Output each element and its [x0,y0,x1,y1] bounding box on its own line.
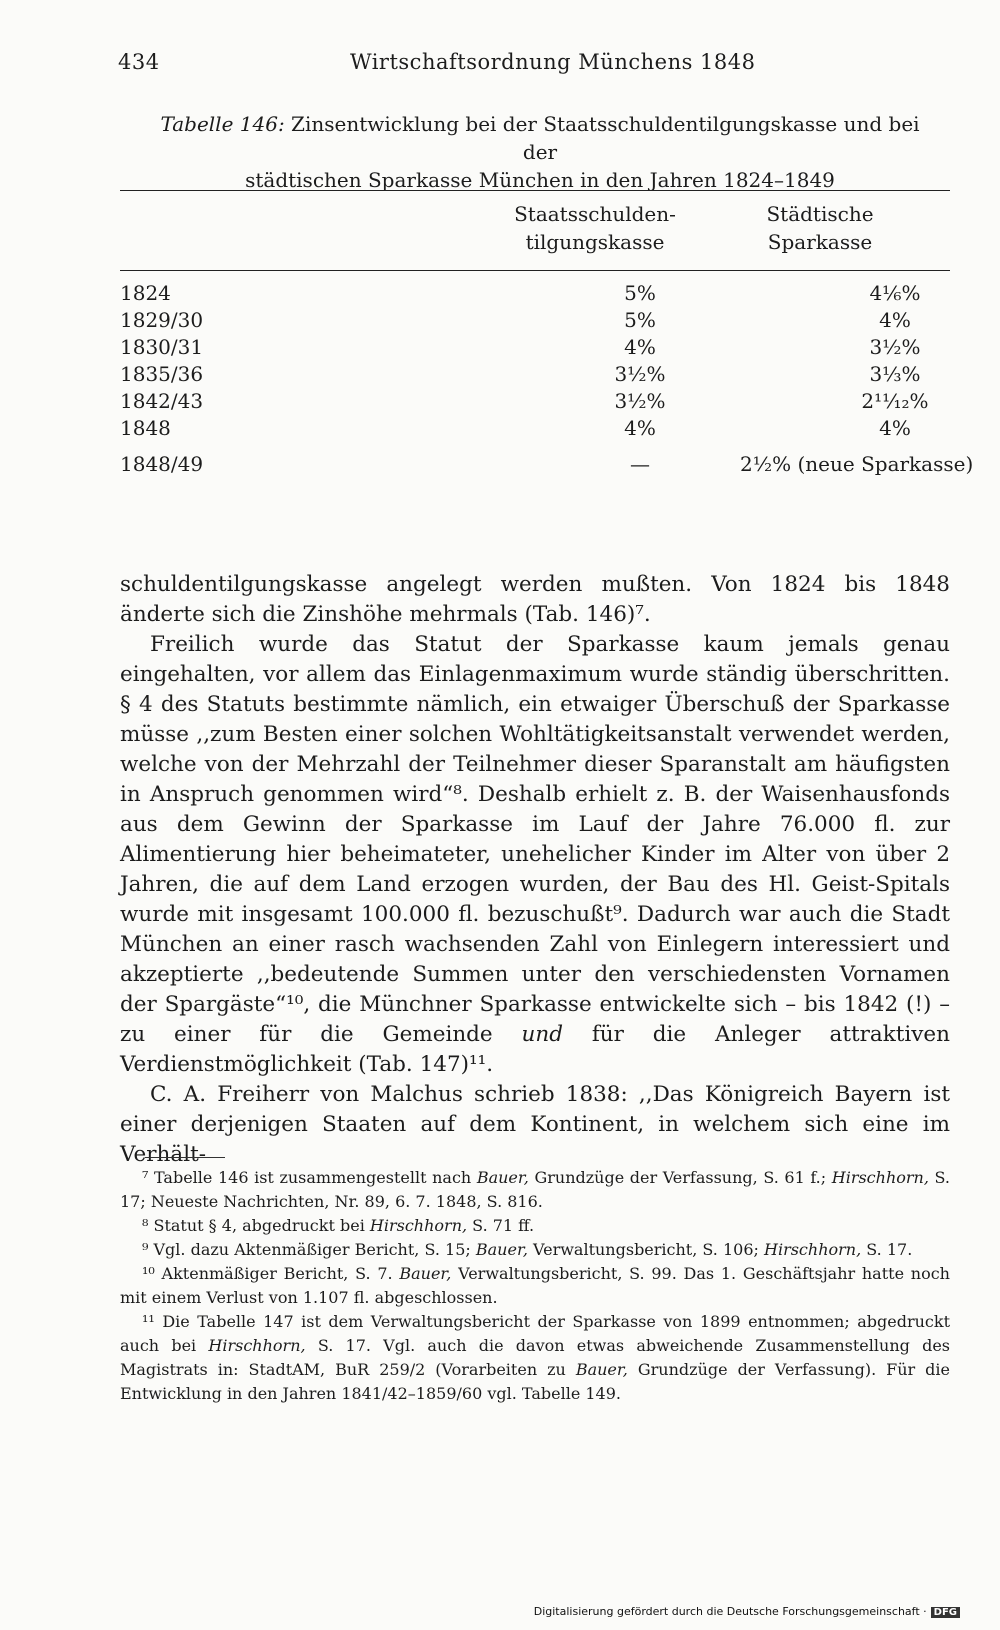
footnote-7 [120,1166,950,1214]
row-staatsschulden-rate: 4% [624,335,656,359]
footnote-text: S. 17; Neueste Nachrichten, Nr. 89, 6. 7. 1848, S. 816. [120,1168,950,1211]
paragraph-text: für die Anleger attraktiven Verdienstmöglichkeit (Tab. 147)¹¹. [120,1022,950,1077]
row-year: 1830/31 [120,335,204,359]
digitization-credit [534,1605,960,1618]
table-top-rule [120,190,950,191]
footnote-text: ¹¹ Die Tabelle 147 ist dem Verwaltungsbericht der Sparkasse von 1899 entnommen; abgedruckt auch bei [120,1312,950,1355]
author-name: Bauer, [575,1360,628,1379]
dfg-logo: DFG [931,1607,960,1618]
row-staatsschulden-rate: 4% [624,416,656,440]
paragraph: C. A. Freiherr von Malchus schrieb 1838: ,,Das Königreich Bayern ist einer derjenigen Staaten auf dem Kontinent, in welchem sich eine im Verhält- [120,1082,950,1167]
caption-line-2: städtischen Sparkasse München in den Jahren 1824–1849 [245,168,835,192]
row-staatsschulden-rate: — [630,452,650,476]
footnote-text: ⁹ Vgl. dazu Aktenmäßiger Bericht, S. 15; [142,1240,471,1259]
row-staatsschulden-rate: 5% [624,308,656,332]
footnote-text: S. 17. [866,1240,913,1259]
row-sparkasse-rate: 2½% (neue Sparkasse) [740,452,974,476]
row-year: 1835/36 [120,362,204,386]
footnote-text: Verwaltungsbericht, S. 106; [533,1240,759,1259]
row-sparkasse-rate: 3½% [869,335,921,359]
footnote-text: Grundzüge der Verfassung). Für die Entwicklung in den Jahren 1841/42–1859/60 vgl. Tabelle 149. [120,1360,951,1403]
footnote-text: Verwaltungsbericht, S. 99. Das 1. Geschäftsjahr hatte noch mit einem Verlust von 1.107 fl. abgeschlossen. [120,1264,950,1307]
paragraph: schuldentilgungskasse angelegt werden mußten. Von 1824 bis 1848 änderte sich die Zinshöhe mehrmals (Tab. 146)⁷. [120,572,950,627]
row-year: 1829/30 [120,308,204,332]
footnote-text: S. 17. Vgl. auch die davon etwas abweichende Zusammenstellung des Magistrats in: StadtAM, BuR 259/2 (Vorarbeiten zu [120,1336,951,1379]
author-name: Bauer, [399,1264,452,1283]
footnote-text: ⁷ Tabelle 146 ist zusammengestellt nach [142,1168,472,1187]
table-caption [150,110,930,194]
paragraph [120,630,950,1080]
author-name: Hirschhorn, [764,1240,862,1259]
row-year: 1848 [120,416,171,440]
table-row [120,281,950,309]
column-header-a-line-1: Staatsschulden- [514,202,676,226]
footnote-text: ¹⁰ Aktenmäßiger Bericht, S. 7. [142,1264,393,1283]
author-name: Hirschhorn, [831,1168,929,1187]
table-row [120,362,950,390]
row-sparkasse-rate: 4% [879,308,911,332]
footnote-9 [120,1238,950,1262]
body-text [120,570,950,1170]
footnote-text: Grundzüge der Verfassung, S. 61 f.; [534,1168,827,1187]
footnotes [120,1166,950,1406]
running-title: Wirtschaftsordnung Münchens 1848 [350,50,756,74]
row-sparkasse-rate: 2¹¹⁄₁₂% [861,389,929,413]
footnote-text: ⁸ Statut § 4, abgedruckt bei [142,1216,365,1235]
author-name: Bauer, [476,1168,529,1187]
row-year: 1842/43 [120,389,204,413]
column-header-staatsschulden [510,200,680,256]
row-sparkasse-rate: 4⅙% [869,281,921,305]
author-name: Bauer, [475,1240,528,1259]
column-header-b-line-2: Sparkasse [767,230,873,254]
footnote-11 [120,1310,950,1406]
column-header-b-line-1: Städtische [766,202,874,226]
table-row [120,452,974,480]
emphasis: und [521,1022,563,1047]
footnote-8 [120,1214,950,1238]
footnote-10 [120,1262,950,1310]
table-header-rule [120,270,950,271]
paragraph-text: Freilich wurde das Statut der Sparkasse kaum jemals genau eingehalten, vor allem das Einlagenmaximum wurde ständig überschritten. § 4 des Statuts bestimmte nämlich, ein etwaiger Überschuß der Sparkasse müsse ,,zum Besten einer solchen Wohltätigkeitsanstalt verwendet werden, welche von der Mehrzahl der Teilnehmer dieser Sparanstalt am häufigsten in Anspruch genommen wird“⁸. Deshalb erhielt z. B. der Waisenhausfonds aus dem Gewinn der Sparkasse im Lauf der Jahre 76.000 fl. zur Alimentierung hier beheimateter, unehelicher Kinder im Alter von über 2 Jahren, die auf dem Land erzogen wurden, der Bau des Hl. Geist-Spitals wurde mit insgesamt 100.000 fl. bezuschußt⁹. Dadurch war auch die Stadt München an einer rasch wachsenden Zahl von Einlegern interessiert und akzeptierte ,,bedeutende Summen unter den verschiedensten Vornamen der Spargäste“¹⁰, die Münchner Sparkasse entwickelte sich – bis 1842 (!) – zu einer für die Gemeinde [120,632,950,1047]
credit-text: Digitalisierung gefördert durch die Deutsche Forschungsgemeinschaft · [533,1605,927,1618]
caption-label: Tabelle 146: [160,112,285,136]
table-row [120,335,950,363]
author-name: Hirschhorn, [208,1336,306,1355]
row-year: 1824 [120,281,171,305]
row-year: 1848/49 [120,452,204,476]
column-header-sparkasse [745,200,895,256]
page-number: 434 [118,50,160,74]
row-staatsschulden-rate: 3½% [614,362,666,386]
table-row [120,389,950,417]
table-row [120,308,950,336]
table-row [120,416,950,444]
row-staatsschulden-rate: 3½% [614,389,666,413]
row-sparkasse-rate: 4% [879,416,911,440]
row-staatsschulden-rate: 5% [624,281,656,305]
footnote-text: S. 71 ff. [472,1216,535,1235]
row-sparkasse-rate: 3⅓% [869,362,921,386]
column-header-a-line-2: tilgungskasse [525,230,665,254]
footnote-rule [145,1157,225,1158]
author-name: Hirschhorn, [369,1216,468,1235]
caption-line-1: Zinsentwicklung bei der Staatsschuldentilgungskasse und bei der [291,112,920,164]
